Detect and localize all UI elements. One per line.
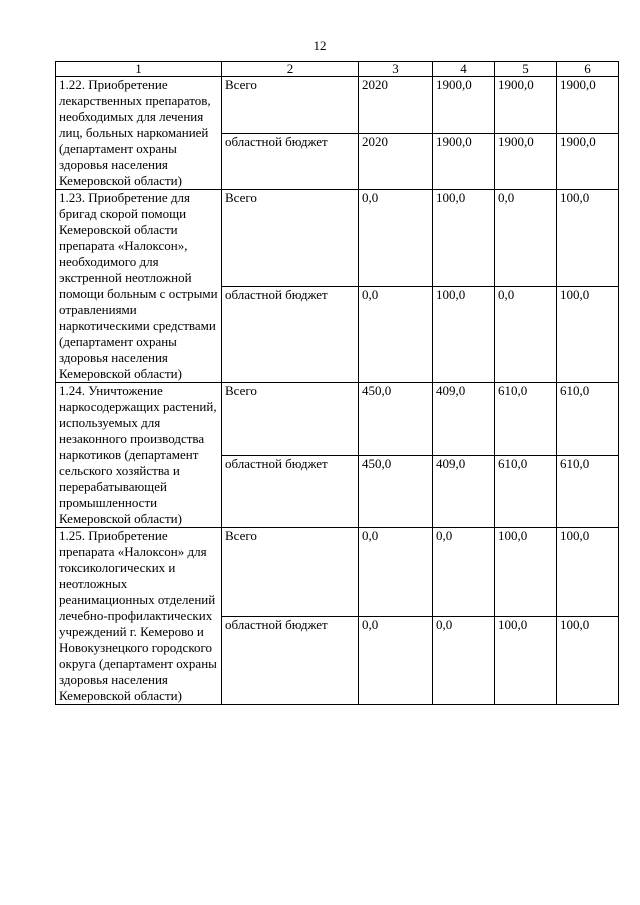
- value-cell-col5: 610,0: [495, 455, 557, 528]
- source-label-cell: областной бюджет: [222, 286, 359, 383]
- value-cell-col3: 450,0: [359, 455, 433, 528]
- value-cell-col3: 0,0: [359, 616, 433, 705]
- source-label-cell: Всего: [222, 190, 359, 287]
- value-cell-col3: 0,0: [359, 286, 433, 383]
- value-cell-col3: 450,0: [359, 383, 433, 456]
- table-row-total: [56, 528, 619, 617]
- funding-table: [55, 61, 619, 705]
- source-label-cell: Всего: [222, 528, 359, 617]
- column-header-6: 6: [557, 62, 619, 77]
- value-cell-col4: 100,0: [433, 286, 495, 383]
- measure-cell: 1.24. Уничтожение наркосодержащих растений, используемых для незаконного производства наркотиков (департамент сельского хозяйства и перерабатывающей промышленности Кемеровской области): [56, 383, 222, 528]
- column-header-1: 1: [56, 62, 222, 77]
- value-cell-col6: 610,0: [557, 455, 619, 528]
- value-cell-col4: 100,0: [433, 190, 495, 287]
- column-header-2: 2: [222, 62, 359, 77]
- value-cell-col6: 100,0: [557, 528, 619, 617]
- value-cell-col3: 2020: [359, 77, 433, 134]
- column-header-3: 3: [359, 62, 433, 77]
- value-cell-col4: 409,0: [433, 455, 495, 528]
- page-number: 12: [313, 38, 327, 53]
- value-cell-col5: 0,0: [495, 286, 557, 383]
- table-row-total: [56, 77, 619, 134]
- value-cell-col3: 2020: [359, 133, 433, 190]
- value-cell-col6: 100,0: [557, 286, 619, 383]
- value-cell-col3: 0,0: [359, 528, 433, 617]
- measure-cell: 1.23. Приобретение для бригад скорой помощи Кемеровской области препарата «Налоксон», необходимого для экстренной неотложной помощи больным с острыми отравлениями наркотическими средствами (департамент охраны здоровья населения Кемеровской области): [56, 190, 222, 383]
- value-cell-col5: 610,0: [495, 383, 557, 456]
- value-cell-col6: 100,0: [557, 190, 619, 287]
- value-cell-col4: 1900,0: [433, 77, 495, 134]
- value-cell-col6: 100,0: [557, 616, 619, 705]
- header-row: [56, 62, 619, 77]
- value-cell-col5: 100,0: [495, 528, 557, 617]
- column-header-5: 5: [495, 62, 557, 77]
- value-cell-col4: 1900,0: [433, 133, 495, 190]
- value-cell-col6: 1900,0: [557, 133, 619, 190]
- source-label-cell: Всего: [222, 77, 359, 134]
- value-cell-col5: 1900,0: [495, 133, 557, 190]
- value-cell-col5: 100,0: [495, 616, 557, 705]
- table-row-total: [56, 383, 619, 456]
- value-cell-col5: 1900,0: [495, 77, 557, 134]
- value-cell-col4: 409,0: [433, 383, 495, 456]
- value-cell-col4: 0,0: [433, 616, 495, 705]
- source-label-cell: областной бюджет: [222, 133, 359, 190]
- column-header-4: 4: [433, 62, 495, 77]
- source-label-cell: областной бюджет: [222, 455, 359, 528]
- table-row-total: [56, 190, 619, 287]
- value-cell-col6: 1900,0: [557, 77, 619, 134]
- value-cell-col3: 0,0: [359, 190, 433, 287]
- source-label-cell: областной бюджет: [222, 616, 359, 705]
- value-cell-col4: 0,0: [433, 528, 495, 617]
- value-cell-col5: 0,0: [495, 190, 557, 287]
- value-cell-col6: 610,0: [557, 383, 619, 456]
- measure-cell: 1.22. Приобретение лекарственных препаратов, необходимых для лечения лиц, больных наркоманией (департамент охраны здоровья населения Кемеровской области): [56, 77, 222, 190]
- measure-cell: 1.25. Приобретение препарата «Налоксон» для токсикологических и неотложных реанимационных отделений лечебно-профилактических учреждений г. Кемерово и Новокузнецкого городского округа (департамент охраны здоровья населения Кемеровской области): [56, 528, 222, 705]
- source-label-cell: Всего: [222, 383, 359, 456]
